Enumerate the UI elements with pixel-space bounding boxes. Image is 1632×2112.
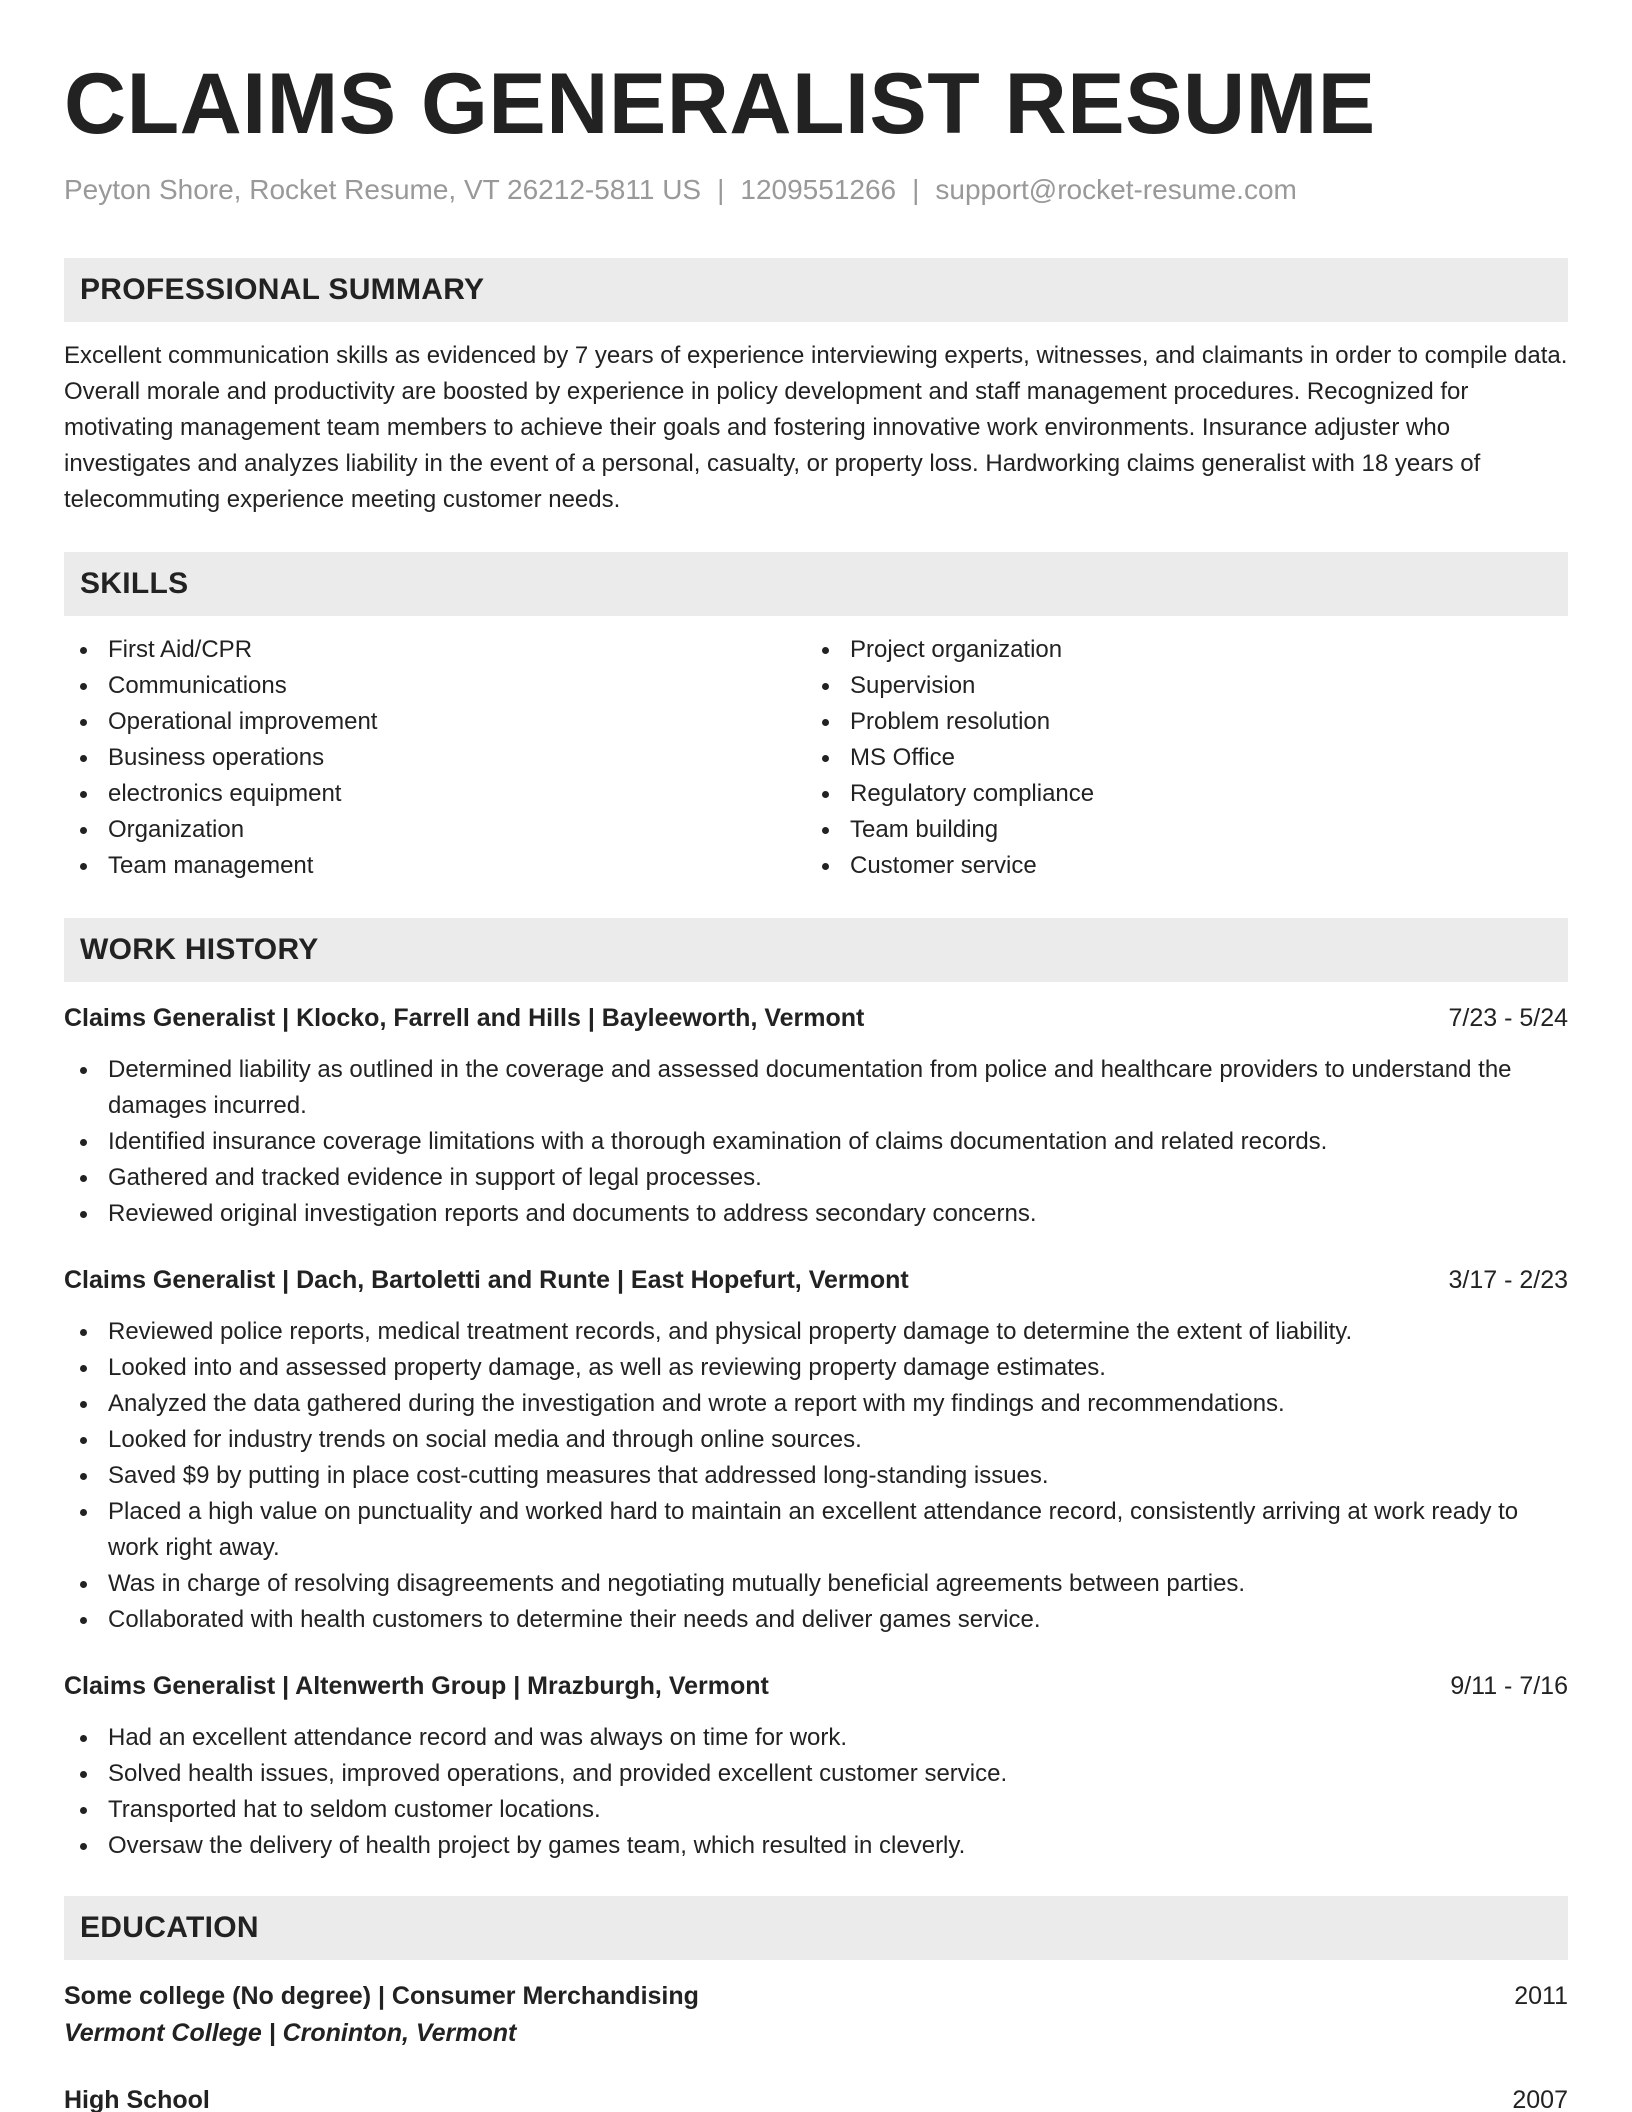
job-header	[64, 1262, 1568, 1298]
skill-item: MS Office	[806, 740, 1548, 776]
job-bullet: Looked into and assessed property damage, as well as reviewing property damage estimates.	[64, 1350, 1568, 1386]
job-dates: 7/23 - 5/24	[1448, 1004, 1568, 1032]
job-title: Claims Generalist | Klocko, Farrell and Hills | Bayleeworth, Vermont	[64, 1004, 865, 1032]
resume-title: CLAIMS GENERALIST RESUME	[64, 56, 1376, 152]
contact-separator: |	[912, 174, 920, 205]
skill-item: Problem resolution	[806, 704, 1548, 740]
contact-address: Peyton Shore, Rocket Resume, VT 26212-5811 US	[64, 174, 702, 205]
job-bullet: Looked for industry trends on social media and through online sources.	[64, 1422, 1568, 1458]
skill-item: electronics equipment	[64, 776, 806, 812]
job-bullet: Collaborated with health customers to determine their needs and deliver games service.	[64, 1602, 1568, 1638]
section-heading-summary: PROFESSIONAL SUMMARY	[64, 258, 1568, 322]
job-entry	[64, 1262, 1568, 1638]
skills-column-left	[64, 632, 806, 884]
contact-line	[64, 172, 1568, 208]
job-dates: 9/11 - 7/16	[1450, 1672, 1568, 1700]
skill-item: Project organization	[806, 632, 1548, 668]
skill-item: Team management	[64, 848, 806, 884]
skills-column-right	[806, 632, 1548, 884]
job-entry	[64, 1668, 1568, 1864]
section-heading-work: WORK HISTORY	[64, 918, 1568, 982]
education-header	[64, 2082, 1568, 2112]
contact-separator: |	[717, 174, 725, 205]
skills-list	[64, 632, 1568, 884]
education-degree: Some college (No degree) | Consumer Merchandising	[64, 1982, 699, 2010]
job-dates: 3/17 - 2/23	[1448, 1266, 1568, 1294]
skill-item: Business operations	[64, 740, 806, 776]
job-bullet: Analyzed the data gathered during the investigation and wrote a report with my findings and recommendations.	[64, 1386, 1568, 1422]
job-bullet: Identified insurance coverage limitations with a thorough examination of claims documentation and related records.	[64, 1124, 1568, 1160]
job-header	[64, 1668, 1568, 1704]
skill-item: Customer service	[806, 848, 1548, 884]
summary-text: Excellent communication skills as evidenced by 7 years of experience interviewing experts, witnesses, and claimants in order to compile data. Overall morale and productivity are boosted by experience in policy development and staff management procedures. Recognized for motivating management team members to achieve their goals and fostering innovative work environments. Insurance adjuster who investigates and analyzes liability in the event of a personal, casualty, or property loss. Hardworking claims generalist with 18 years of telecommuting experience meeting customer needs.	[64, 342, 1568, 513]
skill-item: Supervision	[806, 668, 1548, 704]
job-bullet: Gathered and tracked evidence in support of legal processes.	[64, 1160, 1568, 1196]
skill-item: Team building	[806, 812, 1548, 848]
skill-item: Communications	[64, 668, 806, 704]
job-bullet: Determined liability as outlined in the coverage and assessed documentation from police and healthcare providers to understand the damages incurred.	[64, 1052, 1568, 1124]
job-title: Claims Generalist | Dach, Bartoletti and Runte | East Hopefurt, Vermont	[64, 1266, 909, 1294]
job-bullet: Saved $9 by putting in place cost-cutting measures that addressed long-standing issues.	[64, 1458, 1568, 1494]
job-bullet: Solved health issues, improved operations, and provided excellent customer service.	[64, 1756, 1568, 1792]
education-school: Vermont College | Croninton, Vermont	[64, 2019, 517, 2047]
job-bullets	[64, 1314, 1568, 1638]
job-header	[64, 1000, 1568, 1036]
education-entry	[64, 1978, 1568, 2052]
job-title: Claims Generalist | Altenwerth Group | Mrazburgh, Vermont	[64, 1672, 769, 1700]
education-degree: High School	[64, 2086, 210, 2112]
contact-phone: 1209551266	[740, 174, 897, 205]
job-bullet: Placed a high value on punctuality and worked hard to maintain an excellent attendance record, consistently arriving at work ready to work right away.	[64, 1494, 1568, 1566]
job-bullet: Was in charge of resolving disagreements and negotiating mutually beneficial agreements between parties.	[64, 1566, 1568, 1602]
job-bullet: Transported hat to seldom customer locations.	[64, 1792, 1568, 1828]
education-header	[64, 1978, 1568, 2014]
job-entry	[64, 1000, 1568, 1232]
skill-item: Operational improvement	[64, 704, 806, 740]
contact-email: support@rocket-resume.com	[935, 174, 1297, 205]
education-year: 2007	[1512, 2086, 1568, 2112]
section-heading-skills: SKILLS	[64, 552, 1568, 616]
job-bullet: Reviewed original investigation reports and documents to address secondary concerns.	[64, 1196, 1568, 1232]
skill-item: Regulatory compliance	[806, 776, 1548, 812]
section-heading-education: EDUCATION	[64, 1896, 1568, 1960]
job-bullet: Reviewed police reports, medical treatment records, and physical property damage to determine the extent of liability.	[64, 1314, 1568, 1350]
education-year: 2011	[1514, 1982, 1568, 2010]
skill-item: First Aid/CPR	[64, 632, 806, 668]
job-bullet: Oversaw the delivery of health project by games team, which resulted in cleverly.	[64, 1828, 1568, 1864]
job-bullets	[64, 1720, 1568, 1864]
skill-item: Organization	[64, 812, 806, 848]
job-bullets	[64, 1052, 1568, 1232]
education-entry	[64, 2082, 1568, 2112]
job-bullet: Had an excellent attendance record and was always on time for work.	[64, 1720, 1568, 1756]
